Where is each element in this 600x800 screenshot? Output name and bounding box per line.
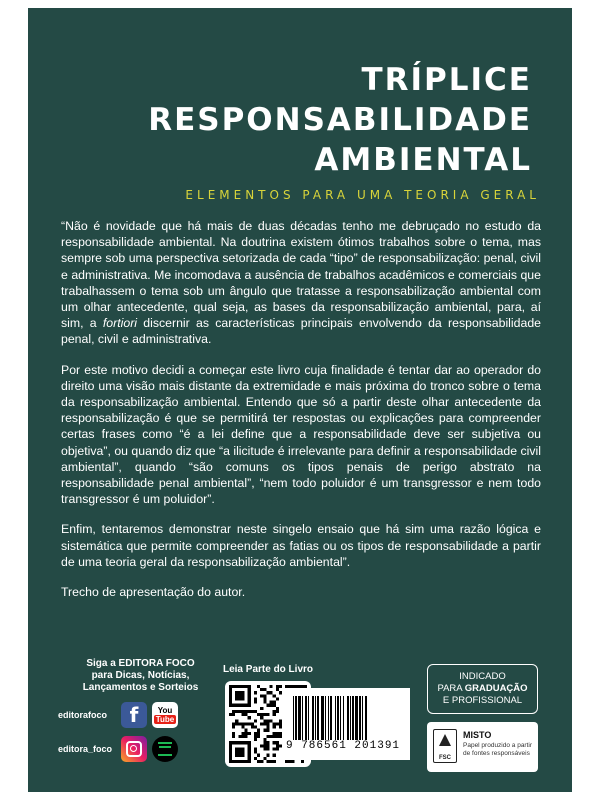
social-title-line-3: Lançamentos e Sorteios <box>82 682 199 693</box>
social-title-line-2: para Dicas, Notícias, <box>91 670 190 681</box>
indicado-line-1: INDICADO <box>459 671 506 682</box>
social-title <box>58 658 223 694</box>
social-row-1 <box>58 702 223 728</box>
youtube-you: You <box>157 706 173 715</box>
indicado-line-2-pre: PARA <box>437 683 465 694</box>
paragraph-1-italic: fortiori <box>102 316 138 331</box>
youtube-icon <box>152 702 178 728</box>
title-line-3: AMBIENTAL <box>314 142 532 178</box>
fsc-label <box>427 722 538 772</box>
paragraph-1 <box>61 218 541 348</box>
indicado-line-3: E PROFISSIONAL <box>442 695 523 706</box>
social-row-2 <box>58 736 223 762</box>
book-back-cover <box>28 8 572 792</box>
paragraph-4: Trecho de apresentação do autor. <box>61 585 246 600</box>
qr-label: Leia Parte do Livro <box>222 664 314 675</box>
fsc-misto: MISTO <box>463 730 492 740</box>
facebook-icon: f <box>121 702 147 728</box>
title-line-1: TRÍPLICE <box>361 62 532 98</box>
paragraph-1-part-b: discernir as características principais envolvendo da responsabilidade penal, civil e administrativa. <box>61 316 541 347</box>
handle-editora-foco: editora_foco <box>58 744 113 754</box>
paragraph-3: Enfim, tentaremos demonstrar neste singelo ensaio que há sim uma razão lógica e sistemática que permite compreender as fatias ou os tipos de responsabilidade a partir de uma teoria geral da responsabilização ambiental”. <box>61 522 541 569</box>
instagram-icon <box>121 736 147 762</box>
paragraph-2: Por este motivo decidi a começar este livro cuja finalidade é tentar dar ao operador do direito uma visão mais distante da extremidade e mais próxima do tronco sobre o tema da responsabilização ambiental. Entendo que só a partir deste olhar antecedente da responsabilização é que se permitirá ter respostas ou explicações para compreender certas frases como “é a lei define que a responsabilidade deve ser subjetiva ou objetiva”, ou quando diz que “a ilicitude é irrelevante para definir a responsabilidade civil ambiental”, quando “são comuns os tipos penais de perigo abstrato na responsabilidade penal ambiental”, “nem todo poluidor é um transgressor e nem todo transgressor é um poluidor”. <box>61 362 541 507</box>
fsc-logo-text: FSC <box>439 755 451 761</box>
social-block <box>58 658 223 762</box>
isbn-barcode <box>282 688 410 760</box>
fsc-logo-icon <box>433 729 457 763</box>
social-title-line-1: Siga a EDITORA FOCO <box>86 658 195 669</box>
book-subtitle: ELEMENTOS PARA UMA TEORIA GERAL <box>185 188 540 202</box>
title-line-2: RESPONSABILIDADE <box>148 102 532 138</box>
youtube-tube: Tube <box>155 715 175 724</box>
indicado-line-2 <box>428 683 537 695</box>
barcode-bars <box>292 696 400 740</box>
fsc-description: Papel produzido a partir de fontes responsáveis <box>463 742 533 757</box>
paragraph-1-part-a: “Não é novidade que há mais de duas décadas tenho me debruçado no estudo da responsabilidade ambiental. Na doutrina existem ótimos trabalhos sobre o tema, mas sempre sob uma perspectiva setorizada de cada “tipo” de responsabilização: penal, civil e administrativa. Me incomodava a ausência de trabalhos acadêmicos e comerciais que trabalhassem o tema sob um ângulo que tratasse a responsabilização ambiental com um olhar antecedente, qual seja, as bases da responsabilização ambiental, para, aí sim, a <box>61 219 541 331</box>
handle-editorafoco: editorafoco <box>58 710 108 720</box>
indicado-badge <box>427 664 538 714</box>
spotify-icon <box>152 736 178 762</box>
indicado-line-2-bold: GRADUAÇÃO <box>464 683 528 694</box>
isbn-number: 9 786561 201391 <box>286 740 401 752</box>
synopsis <box>61 218 541 614</box>
book-title <box>148 60 532 180</box>
